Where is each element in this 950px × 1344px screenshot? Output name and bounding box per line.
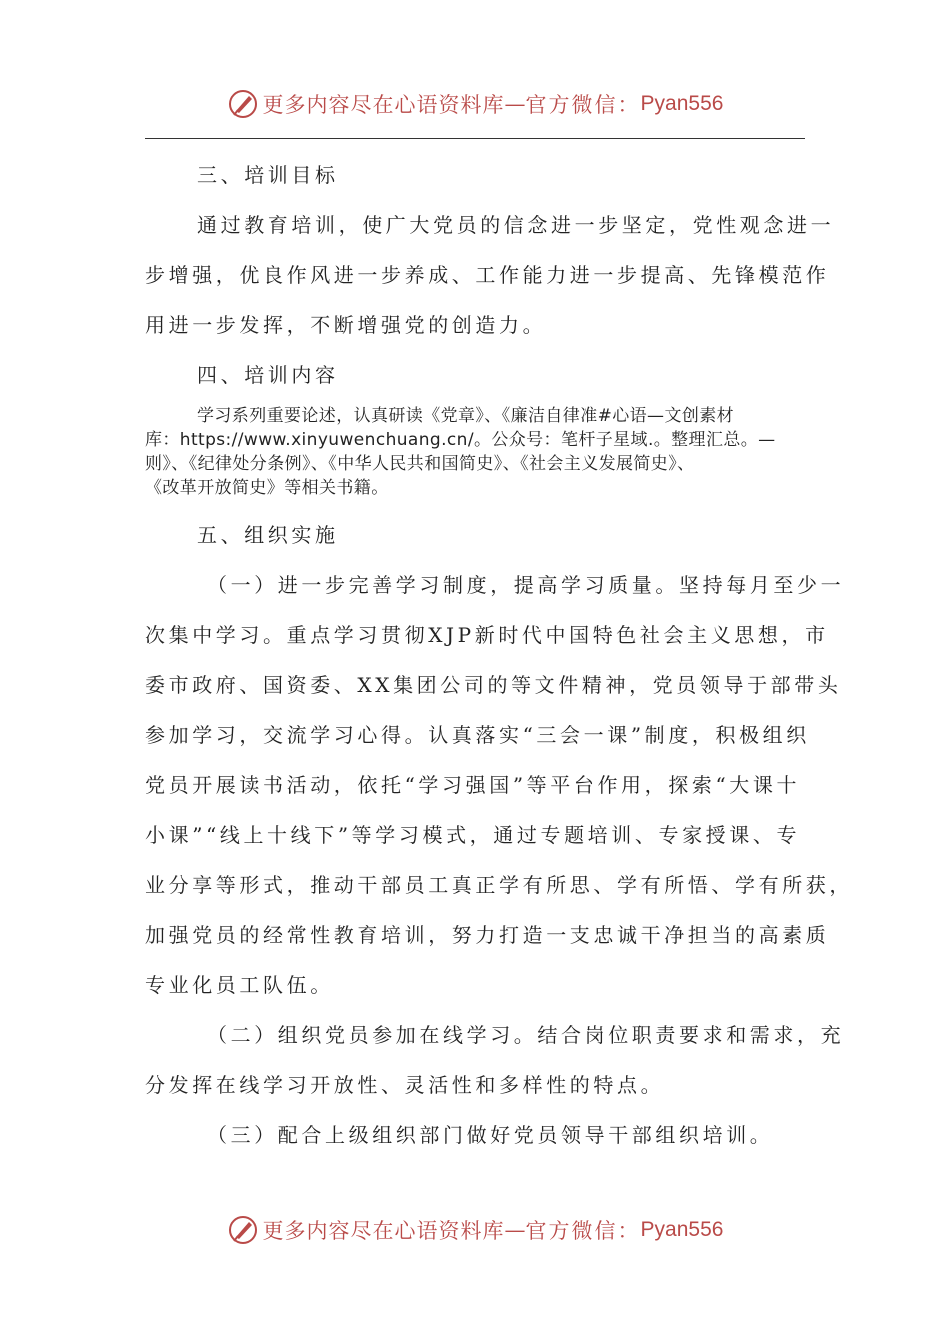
paragraph-line: 党员开展读书活动，依托“学习强国”等平台作用，探索“大课十 xyxy=(145,773,801,797)
paragraph-line: 委市政府、国资委、XX集团公司的等文件精神，党员领导于部带头 xyxy=(145,673,842,697)
paragraph-line: 分发挥在线学习开放性、灵活性和多样性的特点。 xyxy=(145,1073,665,1097)
quill-logo-icon xyxy=(227,88,259,120)
content-paragraph xyxy=(145,400,805,510)
paragraph-line: 学习系列重要论述，认真研读《党章》、《廉洁自律准#心语—文创素材 xyxy=(197,406,735,426)
banner-wechat-label: 官方微信： xyxy=(525,93,641,117)
banner-brand-text: 更多内容尽在心语资料库 xyxy=(262,93,505,117)
paragraph-line: 步增强，优良作风进一步养成、工作能力进一步提高、先锋模范作 xyxy=(145,263,830,287)
paragraph-line: 通过教育培训，使广大党员的信念进一步坚定，党性观念进一 xyxy=(197,213,835,237)
banner-wechat-label: 官方微信： xyxy=(525,1219,641,1243)
paragraph-line: 小课”“线上十线下”等学习模式，通过专题培训、专家授课、专 xyxy=(145,823,801,847)
paragraph-line: 专业化员工队伍。 xyxy=(145,973,334,997)
section-heading-goal: 三、培训目标 xyxy=(197,163,339,187)
paragraph-line: （三）配合上级组织部门做好党员领导干部组织培训。 xyxy=(207,1123,774,1147)
paragraph-line: 库：https://www.xinyuwenchuang.cn/。公众号：笔杆子星域.。整理汇总。— xyxy=(145,430,776,450)
banner-dash: — xyxy=(504,1218,526,1242)
banner-wechat-id: Pyan556 xyxy=(640,1218,724,1241)
paragraph-line: 《改革开放简史》等相关书籍。 xyxy=(145,478,389,498)
section-heading-implementation: 五、组织实施 xyxy=(197,523,339,547)
footer-banner xyxy=(0,1210,950,1250)
banner-wechat-id: Pyan556 xyxy=(640,92,724,115)
banner-brand-text: 更多内容尽在心语资料库 xyxy=(262,1219,505,1243)
quill-logo-icon xyxy=(227,1214,259,1246)
paragraph-line: （一）进一步完善学习制度，提高学习质量。坚持每月至少一 xyxy=(207,573,845,597)
paragraph-line: 次集中学习。重点学习贯彻XJP新时代中国特色社会主义思想，市 xyxy=(145,623,829,647)
paragraph-line: 则》、《纪律处分条例》、《中华人民共和国简史》、《社会主义发展简史》、 xyxy=(145,454,695,474)
paragraph-line: 加强党员的经常性教育培训，努力打造一支忠诚干净担当的高素质 xyxy=(145,923,830,947)
section-heading-content: 四、培训内容 xyxy=(197,363,339,387)
header-divider xyxy=(145,138,805,139)
header-banner xyxy=(0,84,950,124)
paragraph-line: 业分享等形式，推动干部员工真正学有所思、学有所悟、学有所获， xyxy=(145,873,853,897)
document-body xyxy=(145,150,853,1160)
banner-dash: — xyxy=(504,92,526,116)
paragraph-line: （二）组织党员参加在线学习。结合岗位职责要求和需求，充 xyxy=(207,1023,845,1047)
paragraph-line: 参加学习，交流学习心得。认真落实“三会一课”制度，积极组织 xyxy=(145,723,810,747)
paragraph-line: 用进一步发挥，不断增强党的创造力。 xyxy=(145,313,547,337)
